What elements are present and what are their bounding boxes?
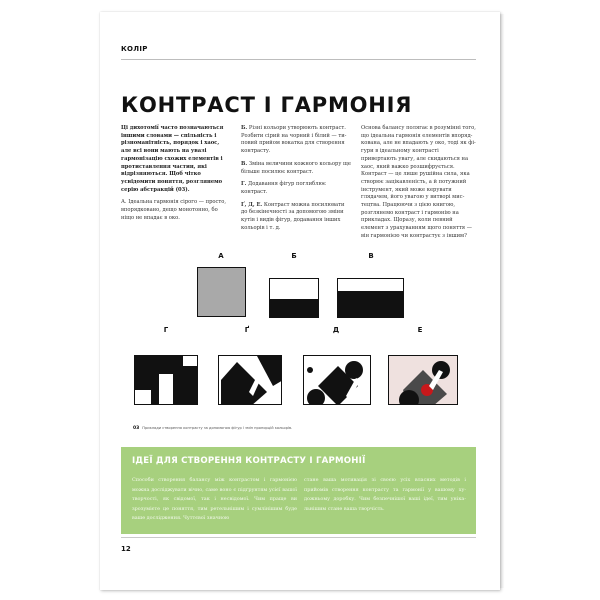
lead-paragraph: Ці дихотомії часто позначаються іншими словами — спільність і різноманітність, порядок і хаос, але всі вони мають на увазі гармонізацію схожих елементів і протиставлення частин, які відрізняються. Щоб чітко усвідомити поняття, розглянемо серію абстракцій (03). — [121, 125, 224, 193]
figure-caption: 03 Приклади створення контрасту за допомогою фігур і змін пропорцій кольорів. — [133, 426, 293, 431]
figure-e-svg — [389, 356, 458, 405]
paragraph-g: Г. Додавання фігур поглиблює контраст. — [241, 181, 326, 195]
figure-g-white-square-left — [135, 390, 151, 405]
figure-e-top-circle — [432, 361, 450, 379]
section-divider — [121, 59, 476, 60]
page-title: КОНТРАСТ І ГАРМОНІЯ — [121, 93, 413, 117]
figure-b-black-half — [270, 299, 318, 318]
paragraph-v: В. Зміна величини кожного кольору ще більше посилює контраст. — [241, 160, 351, 175]
text-column-1 — [121, 125, 231, 227]
page-number: 12 — [121, 545, 131, 553]
figure-label-g: Г — [163, 326, 169, 334]
figure-g-shapes — [134, 355, 198, 405]
section-label: КОЛІР — [121, 45, 148, 53]
ideas-box-column-1: Способи створення балансу між контрастом і гармонією можна досліджувати вічно, саме воно є підґрунтям усієї вашої творчості, як свідомої, так і несвідомої. Чим праще ви зрозумієте це поняття, тим ретельнішим і сумлінішим буде ваше дослідження. Чуттєвої значною — [132, 477, 297, 521]
figure-v-proportion — [337, 278, 404, 318]
figure-g-ukr-angles — [218, 355, 282, 405]
figure-g-white-bar — [159, 374, 173, 405]
ideas-box-column-2: стане ваша мотивація зі своєю усіх власних методів і прийомів створення контрасту та гармонії у вашому художньому доробку. Чим безпечнішої ваші ідеї, тим унікальнішим стане ваша творчість. — [304, 477, 466, 512]
figure-label-a: А — [218, 252, 224, 260]
figure-label-e: Е — [417, 326, 423, 334]
figure-d-dot — [307, 367, 313, 373]
figure-d-circle-top — [345, 361, 363, 379]
figure-d-svg — [304, 356, 371, 405]
figure-g-white-corner — [183, 356, 198, 366]
figure-g-ukr-svg — [219, 356, 282, 405]
figure-d-circles — [303, 355, 371, 405]
figure-label-g-ukr: Ґ — [244, 326, 250, 334]
figure-label-v: В — [368, 252, 374, 260]
figure-label-d: Д — [332, 326, 340, 334]
book-page — [100, 12, 500, 590]
figure-e-color — [388, 355, 458, 405]
text-column-2 — [241, 125, 351, 237]
paragraph-a: А. Ідеальна гармонія сірого — просто, впорядковано, дещо монотонно, бо ніщо не впадає в око. — [121, 199, 227, 221]
ideas-sidebar-box — [121, 447, 476, 534]
ideas-box-title: ІДЕЇ ДЛЯ СТВОРЕННЯ КОНТРАСТУ І ГАРМОНІЇ — [132, 456, 366, 466]
figure-g-svg — [135, 356, 198, 405]
text-column-3 — [361, 125, 476, 246]
paragraph-b: Б. Різні кольори утворюють контраст. Розбити сірий на чорний і білий — типовий прийом вокатка для створення контрасту. — [241, 125, 347, 155]
figure-v-black-area — [338, 291, 403, 318]
paragraph-gde: Ґ, Д, Е. Контраст можна посилювати до безкінечності за допомогою зміни кутів і видів фігур, додавання інших кольорів і т. д. — [241, 201, 345, 231]
footer-divider — [121, 537, 476, 538]
figure-a-gray-square — [197, 267, 246, 317]
figure-label-b: Б — [291, 252, 297, 260]
paragraph-balance: Основа балансу полягає в розумінні того, що ідеальна гармонія елементів впорядкована, але не впадають у око, тоді як фігури в ідеальному контрасті привертають увагу, але скидаються на хаос, який важко розшифрується. Контраст — це лише рушійна сила, яка створює зацікавленість, а й потужний інструмент, який може керувати глядачем, його увагою у витворі мистецтва. Працюючи з цією книгою, розглянемо контраст і гармонію на прикладах. Щоразу, коли певний елемент з урахуванням щого поняття — він гармонією чи контрастує з іншим? — [361, 125, 476, 239]
figure-b-black-white — [269, 278, 319, 318]
